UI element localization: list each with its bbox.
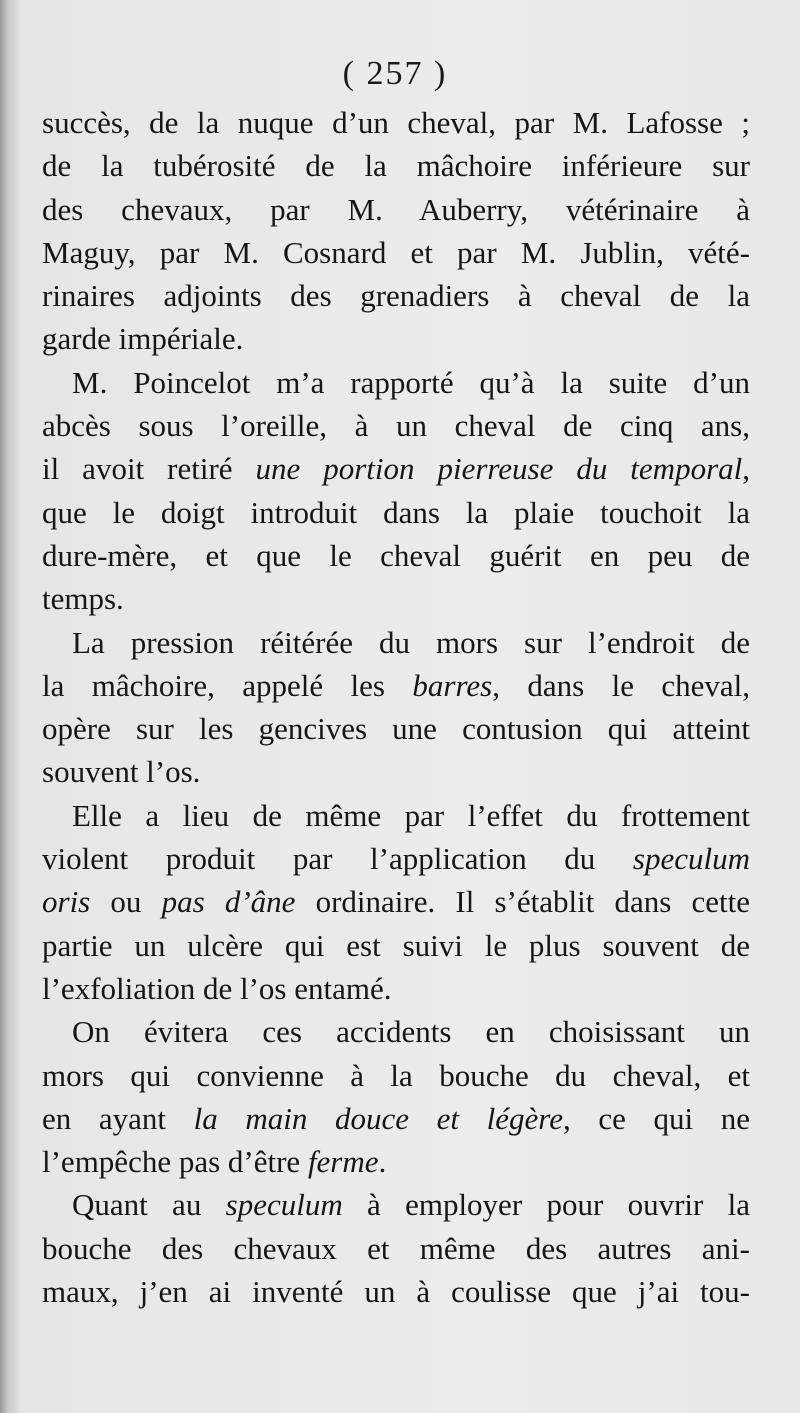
line-text: , dans le cheval, — [492, 667, 750, 703]
text-line: l’exfoliation de l’os entamé. — [42, 970, 392, 1006]
text-line: des chevaux, par M. Auberry, vétérinaire à — [42, 191, 750, 227]
line-text: , — [742, 451, 750, 487]
italic-text: pas d’âne — [161, 884, 296, 920]
line-text: l’empêche pas d’être — [42, 1144, 308, 1180]
page-number: ( 257 ) — [342, 55, 448, 92]
text-line: abcès sous l’oreille, à un cheval de cinq ans, — [42, 408, 750, 444]
line-text: ou — [90, 884, 162, 920]
text-line: partie un ulcère qui est suivi le plus souvent de — [42, 927, 750, 963]
text-line — [42, 447, 750, 490]
line-text: en ayant — [42, 1100, 194, 1136]
text-line: La pression réitérée du mors sur l’endroit de — [72, 624, 750, 660]
text-line: Elle a lieu de même par l’effet du frottement — [72, 797, 750, 833]
text-line: garde impériale. — [42, 321, 244, 357]
line-text: il avoit retiré — [42, 451, 256, 487]
text-line: Maguy, par M. Cosnard et par M. Jublin, vété- — [42, 234, 750, 270]
text-line — [42, 1183, 750, 1226]
text-line: bouche des chevaux et même des autres ani- — [42, 1230, 750, 1266]
text-line: On évitera ces accidents en choisissant un — [72, 1014, 750, 1050]
text-line — [42, 664, 750, 707]
line-text: à employer pour ouvrir la — [342, 1187, 750, 1223]
line-text: la mâchoire, appelé les — [42, 667, 413, 703]
text-line: dure-mère, et que le cheval guérit en peu de — [42, 537, 750, 573]
line-text: . — [378, 1144, 387, 1180]
text-line: opère sur les gencives une contusion qui atteint — [42, 711, 750, 747]
line-text: ordinaire. Il s’établit dans cette — [295, 884, 750, 920]
body-text — [42, 101, 750, 1313]
italic-text: ferme — [307, 1144, 379, 1180]
text-line: M. Poincelot m’a rapporté qu’à la suite d’un — [72, 364, 750, 400]
text-line: souvent l’os. — [42, 754, 201, 790]
text-line: que le doigt introduit dans la plaie touchoit la — [42, 494, 750, 530]
italic-text: speculum — [632, 841, 750, 877]
italic-text: une portion pierreuse du temporal — [255, 451, 743, 487]
text-line: maux, j’en ai inventé un à coulisse que j’ai tou- — [42, 1274, 750, 1310]
italic-text: la main douce et légère — [193, 1100, 563, 1136]
text-line — [42, 837, 750, 880]
italic-text: barres — [412, 667, 493, 703]
text-line — [42, 1140, 750, 1183]
text-line: de la tubérosité de la mâchoire inférieure sur — [42, 148, 750, 184]
line-text: , ce qui ne — [562, 1100, 750, 1136]
text-line: mors qui convienne à la bouche du cheval, et — [42, 1057, 750, 1093]
line-text: violent produit par l’application du — [42, 841, 633, 877]
text-line — [42, 1097, 750, 1140]
text-line: temps. — [42, 581, 124, 617]
italic-text: speculum — [225, 1187, 343, 1223]
line-text: Quant au — [72, 1187, 226, 1223]
text-line: rinaires adjoints des grenadiers à cheval de la — [42, 278, 750, 314]
text-line: succès, de la nuque d’un cheval, par M. Lafosse ; — [42, 105, 750, 140]
text-line — [42, 880, 750, 923]
italic-text: oris — [42, 884, 91, 920]
